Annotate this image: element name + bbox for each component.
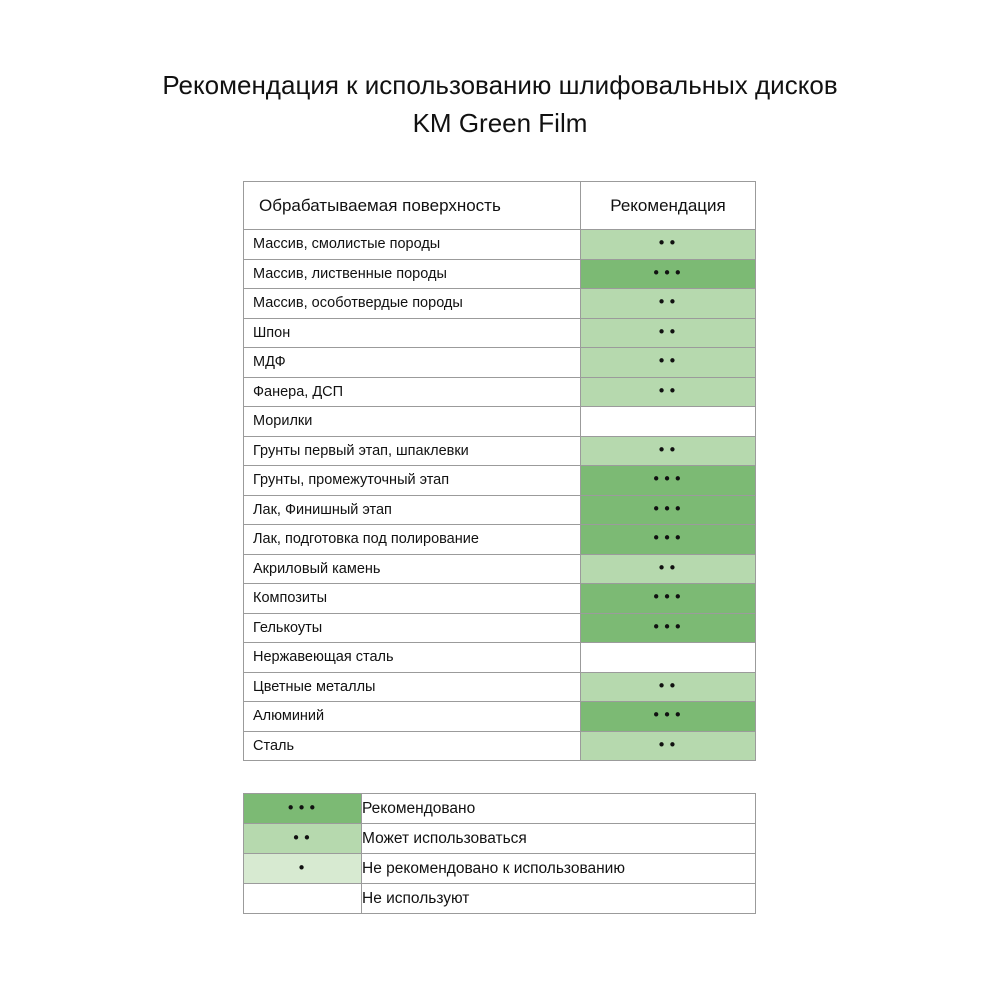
rating-dots: •• <box>657 234 679 253</box>
table-row <box>244 259 756 289</box>
cell-surface: Морилки <box>244 407 581 437</box>
cell-recommendation <box>581 289 756 319</box>
rating-dots: ••• <box>651 263 685 282</box>
legend-swatch <box>244 884 362 914</box>
cell-recommendation <box>581 554 756 584</box>
legend-label: Не рекомендовано к использованию <box>362 854 756 884</box>
cell-surface: Цветные металлы <box>244 672 581 702</box>
legend-body <box>244 794 756 914</box>
cell-recommendation <box>581 731 756 761</box>
table-row <box>244 584 756 614</box>
cell-recommendation <box>581 318 756 348</box>
cell-recommendation <box>581 348 756 378</box>
rating-dots: ••• <box>651 617 685 636</box>
legend-table <box>243 793 756 914</box>
table-header-row <box>244 182 756 230</box>
rating-dots: ••• <box>651 706 685 725</box>
table-row <box>244 525 756 555</box>
cell-recommendation <box>581 525 756 555</box>
rating-dots: •• <box>657 676 679 695</box>
cell-surface: Алюминий <box>244 702 581 732</box>
table-row <box>244 672 756 702</box>
legend-row <box>244 794 756 824</box>
legend-row <box>244 884 756 914</box>
rating-dots: •• <box>657 322 679 341</box>
table-row <box>244 318 756 348</box>
legend-label: Рекомендовано <box>362 794 756 824</box>
cell-recommendation <box>581 259 756 289</box>
cell-surface: Лак, подготовка под полирование <box>244 525 581 555</box>
rating-dots: •• <box>657 293 679 312</box>
cell-recommendation <box>581 584 756 614</box>
table-row <box>244 377 756 407</box>
rating-dots: ••• <box>651 499 685 518</box>
rating-dots: •• <box>657 558 679 577</box>
cell-surface: Шпон <box>244 318 581 348</box>
cell-surface: Сталь <box>244 731 581 761</box>
cell-surface: Массив, особотвердые породы <box>244 289 581 319</box>
cell-recommendation <box>581 466 756 496</box>
rating-dots: •• <box>657 381 679 400</box>
cell-surface: Лак, Финишный этап <box>244 495 581 525</box>
legend-swatch <box>244 824 362 854</box>
cell-recommendation <box>581 643 756 673</box>
table-body <box>244 230 756 761</box>
legend-dots: • <box>297 858 308 877</box>
table-row <box>244 407 756 437</box>
legend-dots: •• <box>291 828 314 847</box>
cell-surface: Нержавеющая сталь <box>244 643 581 673</box>
legend-swatch <box>244 794 362 824</box>
rating-dots: ••• <box>651 529 685 548</box>
rating-dots: •• <box>657 352 679 371</box>
table-row <box>244 495 756 525</box>
cell-recommendation <box>581 436 756 466</box>
legend-dots: ••• <box>286 798 319 817</box>
cell-surface: Композиты <box>244 584 581 614</box>
cell-surface: Грунты первый этап, шпаклевки <box>244 436 581 466</box>
cell-surface: Массив, лиственные породы <box>244 259 581 289</box>
table-row <box>244 643 756 673</box>
rating-dots: ••• <box>651 470 685 489</box>
legend-row <box>244 854 756 884</box>
column-header-surface: Обрабатываемая поверхность <box>244 182 581 230</box>
rating-dots: •• <box>657 440 679 459</box>
rating-dots: •• <box>657 735 679 754</box>
table-row <box>244 702 756 732</box>
rating-dots: ••• <box>651 588 685 607</box>
cell-surface: Фанера, ДСП <box>244 377 581 407</box>
legend-row <box>244 824 756 854</box>
cell-recommendation <box>581 613 756 643</box>
legend-label: Не используют <box>362 884 756 914</box>
cell-recommendation <box>581 407 756 437</box>
legend-swatch <box>244 854 362 884</box>
table-row <box>244 554 756 584</box>
column-header-recommendation: Рекомендация <box>581 182 756 230</box>
cell-surface: Массив, смолистые породы <box>244 230 581 260</box>
cell-surface: Акриловый камень <box>244 554 581 584</box>
legend-label: Может использоваться <box>362 824 756 854</box>
cell-recommendation <box>581 495 756 525</box>
cell-recommendation <box>581 702 756 732</box>
table-row <box>244 348 756 378</box>
cell-recommendation <box>581 377 756 407</box>
cell-recommendation <box>581 672 756 702</box>
table-row <box>244 613 756 643</box>
cell-recommendation <box>581 230 756 260</box>
table-row <box>244 731 756 761</box>
table-row <box>244 436 756 466</box>
table-row <box>244 230 756 260</box>
cell-surface: МДФ <box>244 348 581 378</box>
cell-surface: Гелькоуты <box>244 613 581 643</box>
table-row <box>244 466 756 496</box>
table-row <box>244 289 756 319</box>
cell-surface: Грунты, промежуточный этап <box>244 466 581 496</box>
page-title: Рекомендация к использованию шлифовальных дисков KM Green Film <box>162 70 838 138</box>
recommendation-table <box>243 181 756 761</box>
